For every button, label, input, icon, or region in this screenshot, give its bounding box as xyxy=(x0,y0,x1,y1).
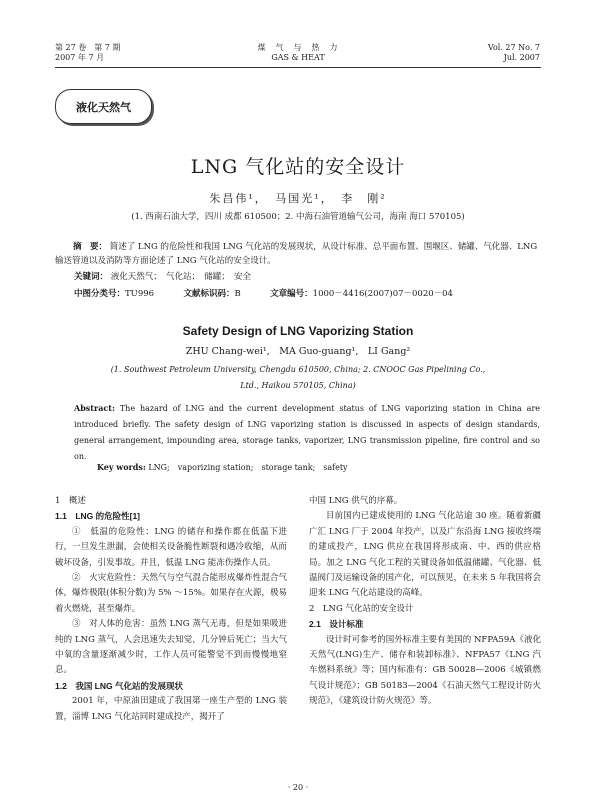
abstract-en-label: Abstract: xyxy=(74,403,115,413)
keywords-cn xyxy=(74,270,534,282)
keywords-en-text: LNG; vaporizing station; storage tank; safety xyxy=(148,463,348,472)
running-header-left xyxy=(55,43,145,63)
paragraph: 目前国内已建成使用的 LNG 气化站逾 30 座。随着新疆广汇 LNG 厂于 2004 年投产，以及广东沿海 LNG 接收终端的建成投产，LNG 供应在我国将形成南、中、西的供应格局。加之 LNG 气化工程的关键设备如低温储罐、气化器、低温阀门及运输设备的国产化，可以预见，在未来 5 年我国将会迎来 LNG 气化站建设的高峰。 xyxy=(309,511,541,599)
clc-value: TU996 xyxy=(125,289,155,299)
article-id-label: 文章编号： xyxy=(270,289,313,299)
paragraph: 中国 LNG 供气的序幕。 xyxy=(309,496,403,506)
date-en: Jul. 2007 xyxy=(503,53,540,62)
paragraph: ② 火灾危险性：天然气与空气混合能形成爆炸性混合气体，爆炸极限(体积分数)为 5% ～15%。如果存在火源，极易着火燃烧，甚至爆炸。 xyxy=(55,573,287,614)
clc-label: 中图分类号： xyxy=(74,289,126,299)
classification-cn xyxy=(74,287,534,299)
section-heading: 1 概述 xyxy=(55,496,86,506)
abstract-en xyxy=(74,400,540,465)
keywords-en xyxy=(97,462,537,473)
keywords-en-label: Key words: xyxy=(97,462,146,472)
body-column-left xyxy=(55,494,287,725)
keywords-cn-label: 关键词： xyxy=(74,272,109,282)
abstract-cn-label: 摘 要： xyxy=(73,242,108,252)
header-rule xyxy=(55,67,541,68)
affiliation-cn: (1. 西南石油大学，四川 成都 610500；2. 中海石油管道输气公司，海南 海口 570105) xyxy=(131,212,465,222)
paragraph: ③ 对人体的危害：虽然 LNG 蒸气无毒，但是如果吸进纯的 LNG 蒸气，人会迅速失去知觉，几分钟后死亡；当大气中氧的含量逐渐减少时，工作人员可能警觉不到而慢慢地窒息。 xyxy=(55,619,287,676)
affiliation-en-line2: Ltd., Haikou 570105, China) xyxy=(240,381,356,390)
affiliation-en xyxy=(55,362,541,394)
journal-name-en: GAS & HEAT xyxy=(271,53,325,62)
paragraph: 设计时可参考的国外标准主要有美国的 NFPA59A《液化天然气(LNG)生产、储存和装卸标准》、NFPA57《LNG 汽车燃料系统》等；国内标准有：GB 50028—2006《城镇燃气设计规范》；GB 50183—2004《石油天然气工程设计防火规范》，《建筑设计防火规范》等。 xyxy=(309,634,541,707)
body-column-right xyxy=(309,494,541,710)
running-header-center xyxy=(230,43,366,63)
authors-en: ZHU Chang-wei¹, MA Guo-guang¹, LI Gang² xyxy=(185,346,411,357)
abstract-cn-text: 简述了 LNG 的危险性和我国 LNG 气化站的发展现状，从设计标准、总平面布置、围堰区、储罐、气化器、LNG 输送管道以及消防等方面论述了 LNG 气化站的安全设计。 xyxy=(55,242,538,266)
paper-title-cn: LNG 气化站的安全设计 xyxy=(190,156,406,178)
volume-en: Vol. 27 No. 7 xyxy=(487,43,540,52)
volume-cn: 第 27 卷 第 7 期 xyxy=(55,43,121,52)
authors-cn: 朱昌伟¹， 马国光¹， 李 刚² xyxy=(209,192,387,205)
paragraph: ① 低温的危险性：LNG 的储存和操作都在低温下进行，一旦发生泄漏，会使相关设备脆性断裂和遇冷收缩，从而破坏设备，引发事故。并且，低温 LNG 能冻伤操作人员。 xyxy=(55,526,287,568)
running-header-right xyxy=(460,43,540,63)
page-number: · 20 · xyxy=(287,783,309,792)
section-heading: 2 LNG 气化站的安全设计 xyxy=(309,603,414,614)
paragraph: 2001 年，中原油田建成了我国第一座生产型的 LNG 装置，淄博 LNG 气化站同时建成投产，揭开了 xyxy=(55,696,287,722)
abstract-cn xyxy=(55,240,541,268)
journal-name-cn: 煤 气 与 热 力 xyxy=(257,43,339,52)
keywords-cn-text: 液化天然气； 气化站； 储罐； 安全 xyxy=(110,272,251,282)
subsection-heading: 1.2 我国 LNG 气化站的发展现状 xyxy=(55,680,183,691)
column-badge: 液化天然气 xyxy=(55,89,152,124)
paper-title-en: Safety Design of LNG Vaporizing Station xyxy=(182,324,414,338)
abstract-en-text: The hazard of LNG and the current development status of LNG vaporizing station in China are introduced briefly. The safety design of LNG vaporizing station is discussed in aspects of design standards, general arrangement, impounding area, storage tanks, vaporizer, LNG transmission pipeline, fire control and so on. xyxy=(74,404,541,461)
date-cn: 2007 年 7 月 xyxy=(55,53,105,62)
article-id-value: 1000－4416(2007)07－0020－04 xyxy=(312,289,453,299)
doc-code-value: B xyxy=(234,289,241,299)
subsection-heading: 1.1 LNG 的危险性[1] xyxy=(55,511,141,522)
affiliation-en-line1: (1. Southwest Petroleum University, Chengdu 610500, China; 2. CNOOC Gas Pipelining Co., xyxy=(110,365,486,374)
doc-code-label: 文献标识码： xyxy=(183,289,235,299)
subsection-heading: 2.1 设计标准 xyxy=(309,619,364,630)
